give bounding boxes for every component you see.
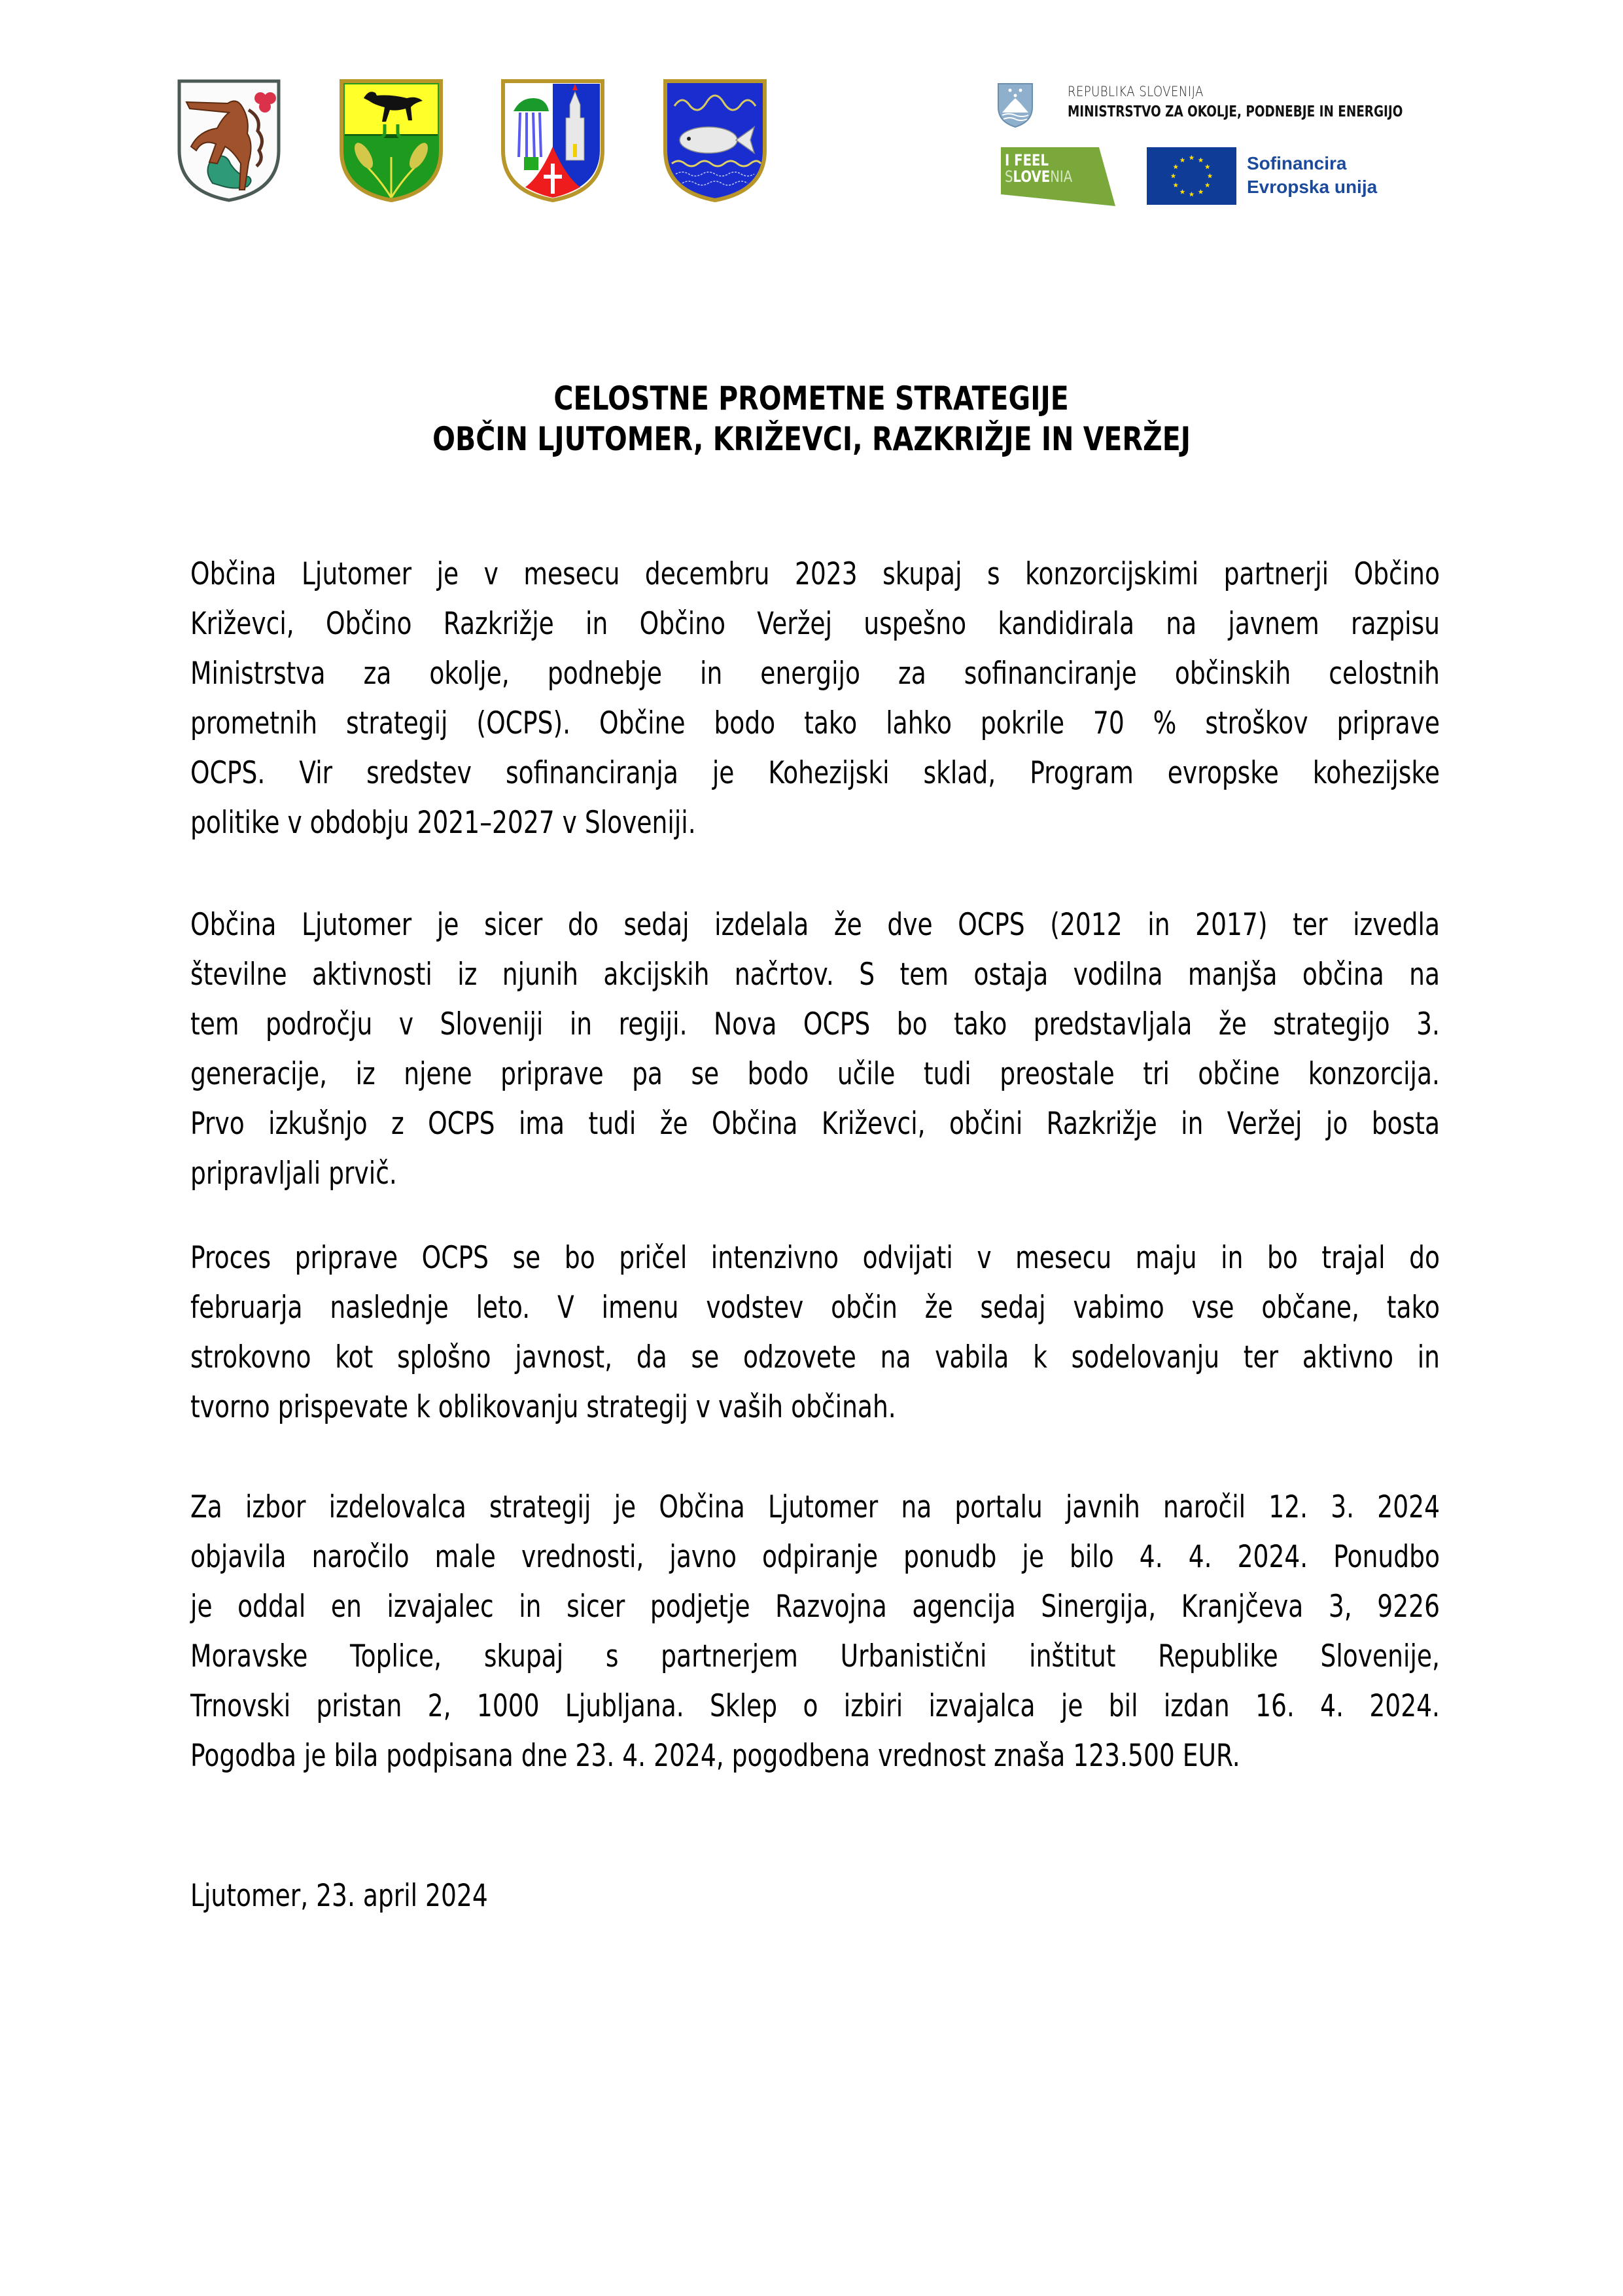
paragraph-line <box>190 900 1440 950</box>
fish-waves-crest-icon <box>663 79 767 203</box>
eu-star-icon <box>1189 192 1195 197</box>
paragraph-line <box>190 1383 1440 1432</box>
paragraph-line <box>190 1149 1440 1199</box>
eu-cofunding-label <box>1247 152 1377 199</box>
line-text: Pogodba je bila podpisana dne 23. 4. 2024, pogodbena vrednost znaša 123.500 EUR. <box>190 1738 1240 1774</box>
paragraph-line <box>190 1050 1440 1099</box>
crest-verzej-logo <box>663 79 767 203</box>
line-text: Občina Ljutomer je v mesecu decembru 2023 skupaj s konzorcijskimi partnerji Občino <box>190 556 1440 592</box>
line-text: številne aktivnosti iz njunih akcijskih načrtov. S tem ostaja vodilna manjša občina na <box>190 957 1440 993</box>
line-text: objavila naročilo male vrednosti, javno odpiranje ponudb je bilo 4. 4. 2024. Ponudbo <box>190 1539 1440 1575</box>
line-text: pripravljali prvič. <box>190 1156 397 1192</box>
eu-star-icon <box>1198 189 1204 194</box>
line-text: Moravske Toplice, skupaj s partnerjem Urbanistični inštitut Republike Slovenije, <box>190 1638 1440 1674</box>
line-text: februarja naslednje leto. V imenu vodstev občin že sedaj vabimo vse občane, tako <box>190 1290 1440 1326</box>
paragraph-line <box>190 649 1440 699</box>
line-text: prometnih strategij (OCPS). Občine bodo tako lahko pokrile 70 % stroškov priprave <box>190 705 1440 741</box>
line-text: Trnovski pristan 2, 1000 Ljubljana. Sklep o izbiri izvajalca je bil izdan 16. 4. 2024. <box>190 1688 1440 1724</box>
title-line1-text: CELOSTNE PROMETNE STRATEGIJE <box>553 380 1070 417</box>
slovenia-coat-of-arms-icon <box>996 81 1035 128</box>
eu-line1: Sofinancira <box>1247 153 1347 173</box>
line-text: strokovno kot splošno javnost, da se odzovete na vabila k sodelovanju ter aktivno in <box>190 1339 1440 1375</box>
closing-text <box>190 1871 1440 1921</box>
line-text: Križevci, Občino Razkrižje in Občino Veržej uspešno kandidirala na javnem razpisu <box>190 606 1440 642</box>
document-title-line2 <box>0 420 1623 458</box>
paragraph-1 <box>190 550 1440 848</box>
eu-star-icon <box>1173 183 1178 188</box>
line-text: tvorno prispevate k oblikovanju strategij v vaših občinah. <box>190 1389 896 1425</box>
eu-star-icon <box>1205 164 1210 169</box>
line-text: Občina Ljutomer je sicer do sedaj izdelala že dve OCPS (2012 in 2017) ter izvedla <box>190 907 1440 943</box>
horse-wheat-crest-icon <box>339 79 444 203</box>
unicorn-dragon-crest-icon <box>177 79 281 203</box>
eu-star-icon <box>1173 164 1178 169</box>
paragraph-line <box>190 1632 1440 1682</box>
ifeel-s: S <box>1005 168 1013 186</box>
ifeel-love: LOVE <box>1013 168 1051 186</box>
eu-stars-ring <box>1147 147 1236 205</box>
eu-star-icon <box>1171 173 1176 179</box>
paragraph-line <box>190 1099 1440 1149</box>
document-title-line1 <box>0 380 1623 417</box>
paragraph-2 <box>190 900 1440 1199</box>
line-text: Prvo izkušnjo z OCPS ima tudi že Občina Križevci, občini Razkrižje in Veržej jo bosta <box>190 1106 1440 1142</box>
paragraph-3 <box>190 1233 1440 1432</box>
paragraph-line <box>190 599 1440 649</box>
line-text: je oddal en izvajalec in sicer podjetje Razvojna agencija Sinergija, Kranjčeva 3, 9226 <box>190 1589 1440 1625</box>
paragraph-line <box>190 1582 1440 1632</box>
line-text: OCPS. Vir sredstev sofinanciranja je Kohezijski sklad, Program evropske kohezijske <box>190 755 1440 791</box>
eu-line2: Evropska unija <box>1247 177 1378 197</box>
line-text: tem področju v Sloveniji in regiji. Nova OCPS bo tako predstavljala že strategijo 3. <box>190 1006 1440 1042</box>
ministry-republic-label: REPUBLIKA SLOVENIJA <box>1068 84 1204 99</box>
ifeel-line1: I FEEL <box>1005 151 1049 169</box>
ifeel-nia: NIA <box>1050 168 1073 186</box>
eu-star-icon <box>1208 173 1213 179</box>
closing-place-date <box>190 1871 1440 1921</box>
crest-krizevci-logo <box>339 79 444 203</box>
paragraph-line <box>190 1333 1440 1383</box>
eu-star-icon <box>1180 158 1185 163</box>
paragraph-line <box>190 1233 1440 1283</box>
church-spring-crest-icon <box>500 79 605 203</box>
title-line2-text: OBČIN LJUTOMER, KRIŽEVCI, RAZKRIŽJE IN VERŽEJ <box>432 420 1191 458</box>
crest-ljutomer-logo <box>177 79 281 203</box>
ministry-name-label: MINISTRSTVO ZA OKOLJE, PODNEBJE IN ENERGIJO <box>1068 103 1403 120</box>
line-text: Za izbor izdelovalca strategij je Občina Ljutomer na portalu javnih naročil 12. 3. 2024 <box>190 1489 1440 1525</box>
line-text: generacije, iz njene priprave pa se bodo učile tudi preostale tri občine konzorcija. <box>190 1056 1440 1092</box>
paragraph-line <box>190 699 1440 749</box>
i-feel-slovenia-logo <box>1001 147 1119 206</box>
paragraph-4 <box>190 1483 1440 1781</box>
line-text: politike v obdobju 2021–2027 v Sloveniji. <box>190 805 696 841</box>
eu-flag-icon <box>1147 147 1236 205</box>
paragraph-line <box>190 1000 1440 1050</box>
paragraph-line <box>190 749 1440 798</box>
paragraph-line <box>190 1532 1440 1582</box>
paragraph-line <box>190 1483 1440 1532</box>
paragraph-line <box>190 1283 1440 1333</box>
line-text: Ministrstva za okolje, podnebje in energijo za sofinanciranje občinskih celostnih <box>190 656 1440 692</box>
line-text: Proces priprave OCPS se bo pričel intenzivno odvijati v mesecu maju in bo trajal do <box>190 1240 1440 1276</box>
paragraph-line <box>190 550 1440 599</box>
eu-star-icon <box>1205 183 1210 188</box>
line-text: Ljutomer, 23. april 2024 <box>190 1878 488 1914</box>
paragraph-line <box>190 950 1440 1000</box>
paragraph-line <box>190 798 1440 848</box>
eu-star-icon <box>1198 158 1204 163</box>
eu-star-icon <box>1189 155 1195 160</box>
paragraph-line <box>190 1731 1440 1781</box>
paragraph-line <box>190 1682 1440 1731</box>
crest-razkrizje-logo <box>500 79 605 203</box>
eu-star-icon <box>1180 189 1185 194</box>
